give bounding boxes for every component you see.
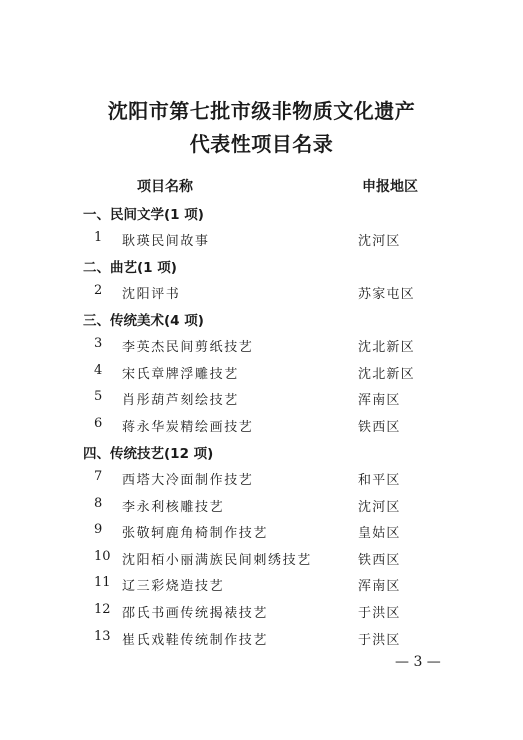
category-row	[0, 309, 523, 335]
project-region: 皇姑区	[358, 526, 401, 542]
project-region: 浑南区	[358, 393, 401, 409]
project-name: 沈阳评书	[122, 286, 181, 302]
project-number: 11	[94, 575, 111, 591]
project-number: 10	[94, 548, 111, 564]
project-name: 崔氏戏鞋传统制作技艺	[122, 632, 269, 648]
project-name: 邵氏书画传统揭裱技艺	[122, 606, 269, 621]
project-row	[0, 496, 523, 522]
project-row	[0, 549, 523, 575]
project-row	[0, 522, 523, 548]
page-number: — 3 —	[395, 654, 441, 670]
project-row	[0, 602, 523, 628]
project-name: 沈阳栢小丽满族民间刺绣技艺	[122, 552, 312, 568]
project-region: 沈河区	[358, 233, 401, 249]
project-number: 12	[94, 602, 111, 617]
project-row	[0, 230, 523, 256]
project-name: 肖彤葫芦刻绘技艺	[122, 393, 239, 409]
project-region: 苏家屯区	[358, 286, 415, 302]
project-region: 和平区	[358, 473, 401, 488]
project-number: 3	[94, 336, 103, 351]
project-region: 沈河区	[358, 499, 401, 515]
project-row	[0, 469, 523, 495]
column-header-region: 申报地区	[362, 179, 418, 195]
category-title: 二、曲艺(1 项)	[83, 260, 177, 277]
project-name: 西塔大冷面制作技艺	[122, 473, 254, 488]
category-title: 三、传统美术(4 项)	[83, 313, 204, 330]
project-row	[0, 336, 523, 362]
project-row	[0, 283, 523, 309]
project-number: 9	[94, 522, 103, 538]
project-region: 沈北新区	[358, 366, 415, 382]
project-name: 张敬轲鹿角椅制作技艺	[122, 526, 269, 542]
project-name: 李永利核雕技艺	[122, 499, 225, 515]
project-name: 辽三彩烧造技艺	[122, 579, 225, 595]
page-title: 沈阳市第七批市级非物质文化遗产	[107, 99, 416, 123]
page-subtitle: 代表性项目名录	[189, 132, 334, 156]
project-row	[0, 363, 523, 389]
project-region: 铁西区	[358, 552, 401, 568]
category-row	[0, 203, 523, 229]
project-name: 耿瑛民间故事	[122, 233, 210, 249]
project-row	[0, 416, 523, 442]
project-region: 沈北新区	[358, 340, 415, 355]
project-row	[0, 389, 523, 415]
category-row	[0, 442, 523, 468]
project-number: 6	[94, 415, 103, 431]
project-region: 于洪区	[358, 632, 401, 648]
project-number: 1	[94, 229, 103, 245]
column-header-name: 项目名称	[137, 179, 193, 195]
project-region: 于洪区	[358, 606, 401, 621]
project-number: 8	[94, 495, 103, 511]
project-number: 13	[94, 628, 111, 644]
project-region: 浑南区	[358, 579, 401, 595]
project-name: 李英杰民间剪纸技艺	[122, 340, 254, 355]
project-row	[0, 629, 523, 655]
project-name: 宋氏章牌浮雕技艺	[122, 366, 239, 382]
project-number: 4	[94, 362, 103, 378]
project-number: 7	[94, 469, 103, 484]
project-name: 蒋永华炭精绘画技艺	[122, 419, 254, 435]
project-row	[0, 575, 523, 601]
project-number: 2	[94, 282, 103, 298]
category-row	[0, 256, 523, 282]
category-title: 一、民间文学(1 项)	[83, 207, 204, 223]
category-title: 四、传统技艺(12 项)	[83, 446, 214, 463]
project-number: 5	[94, 389, 103, 405]
project-region: 铁西区	[358, 419, 401, 435]
